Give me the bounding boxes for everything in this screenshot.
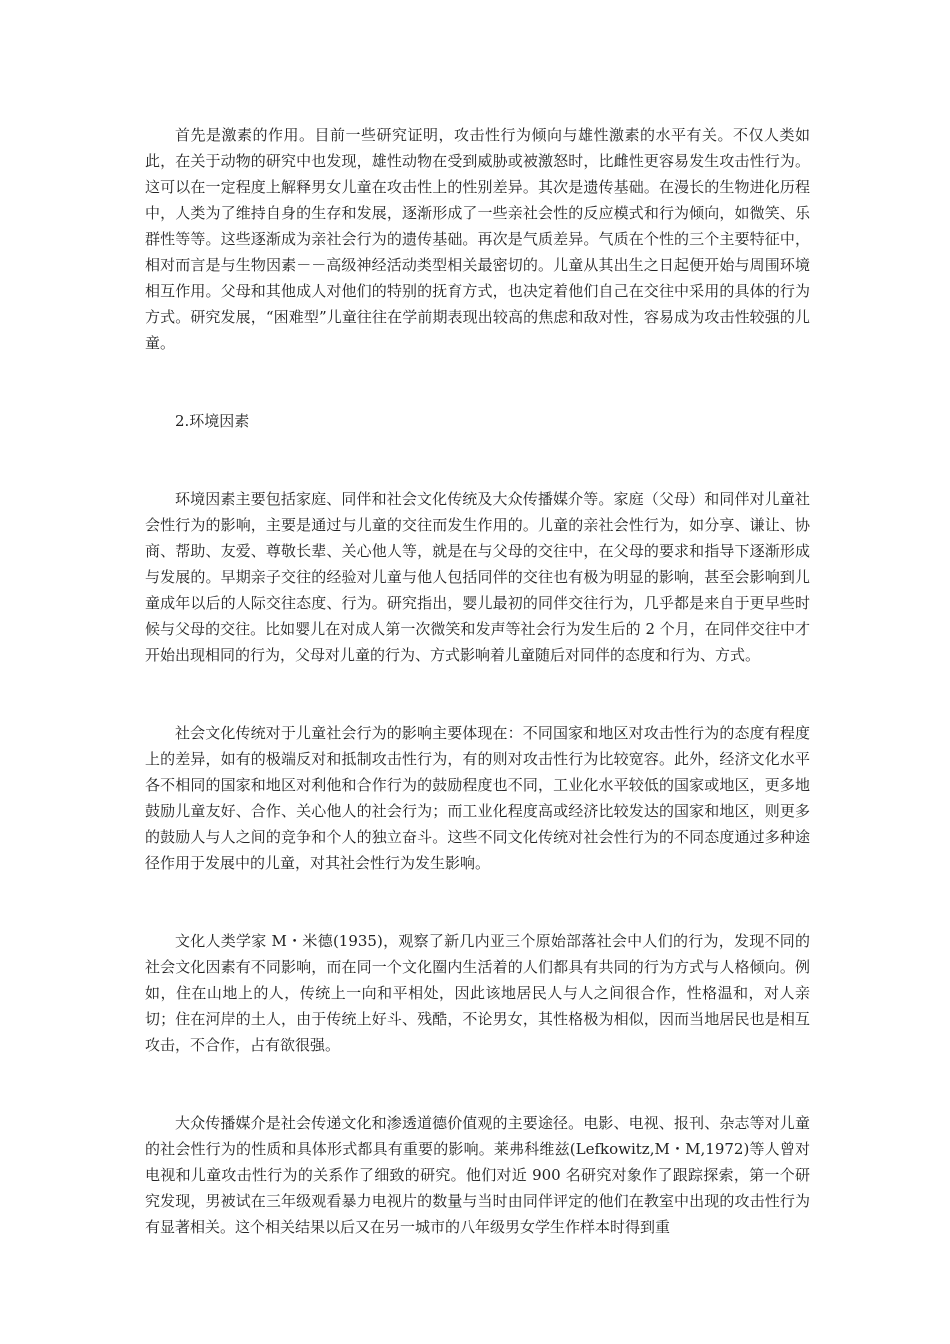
paragraph-spacer — [145, 668, 810, 720]
paragraph-mead-study: 文化人类学家 M・米德(1935)，观察了新几内亚三个原始部落社会中人们的行为，发现不同的社会文化因素有不同影响，而在同一个文化圈内生活着的人们都具有共同的行为方式与人格倾向。例如，住在山地上的人，传统上一向和平相处，因此该地居民人与人之间很合作，性格温和，对人亲切；住在河岸的土人，由于传统上好斗、残酷，不论男女，其性格极为相似，因而当地居民也是相互攻击，不合作，占有欲很强。 — [145, 932, 810, 1054]
paragraph-environment-factors: 环境因素主要包括家庭、同伴和社会文化传统及大众传播媒介等。家庭（父母）和同伴对儿童社会性行为的影响，主要是通过与儿童的交往而发生作用的。儿童的亲社会性行为，如分享、谦让、协商、帮助、友爱、尊敬长辈、关心他人等，就是在与父母的交往中，在父母的要求和指导下逐渐形成与发展的。早期亲子交往的经验对儿童与他人包括同伴的交往也有极为明显的影响，甚至会影响到儿童成年以后的人际交往态度、行为。研究指出，婴儿最初的同伴交往行为，几乎都是来自于更早些时候与父母的交往。比如婴儿在对成人第一次微笑和发声等社会行为发生后的 2 个月，在同伴交往中才开始出现相同的行为，父母对儿童的行为、方式影响着儿童随后对同伴的态度和行为、方式。 — [145, 490, 810, 664]
paragraph-spacer — [145, 876, 810, 928]
paragraph-cultural-tradition: 社会文化传统对于儿童社会行为的影响主要体现在：不同国家和地区对攻击性行为的态度有程度上的差异，如有的极端反对和抵制攻击性行为，有的则对攻击性行为比较宽容。此外，经济文化水平各不相同的国家和地区对利他和合作行为的鼓励程度也不同，工业化水平较低的国家或地区，更多地鼓励儿童友好、合作、关心他人的社会行为；而工业化程度高或经济比较发达的国家和地区，则更多的鼓励人与人之间的竞争和个人的独立奋斗。这些不同文化传统对社会性行为的不同态度通过多种途径作用于发展中的儿童，对其社会性行为发生影响。 — [145, 724, 810, 872]
paragraph-spacer — [145, 434, 810, 486]
section-heading-environment: 2.环境因素 — [175, 412, 250, 430]
paragraph-mass-media: 大众传播媒介是社会传递文化和渗透道德价值观的主要途径。电影、电视、报刊、杂志等对儿童的社会性行为的性质和具体形式都具有重要的影响。莱弗科维兹(Lefkowitz,M・M,1972)等人曾对电视和儿童攻击性行为的关系作了细致的研究。他们对近 900 名研究对象作了跟踪探索，第一个研究发现，男被试在三年级观看暴力电视片的数量与当时由同伴评定的他们在教室中出现的攻击性行为有显著相关。这个相关结果以后又在另一城市的八年级男女学生作样本时得到重 — [145, 1114, 810, 1236]
paragraph-spacer — [145, 1058, 810, 1110]
paragraph-biological-factors: 首先是激素的作用。目前一些研究证明，攻击性行为倾向与雄性激素的水平有关。不仅人类如此，在关于动物的研究中也发现，雄性动物在受到威胁或被激怒时，比雌性更容易发生攻击性行为。这可以在一定程度上解释男女儿童在攻击性上的性别差异。其次是遗传基础。在漫长的生物进化历程中，人类为了维持自身的生存和发展，逐渐形成了一些亲社会性的反应模式和行为倾向，如微笑、乐群性等等。这些逐渐成为亲社会行为的遗传基础。再次是气质差异。气质在个性的三个主要特征中，相对而言是与生物因素－－高级神经活动类型相关最密切的。儿童从其出生之日起便开始与周围环境相互作用。父母和其他成人对他们的特别的抚育方式，也决定着他们自己在交往中采用的具体的行为方式。研究发展，“困难型”儿童往往在学前期表现出较高的焦虑和敌对性，容易成为攻击性较强的儿童。 — [145, 126, 810, 352]
document-body — [145, 122, 810, 1240]
paragraph-spacer — [145, 356, 810, 408]
